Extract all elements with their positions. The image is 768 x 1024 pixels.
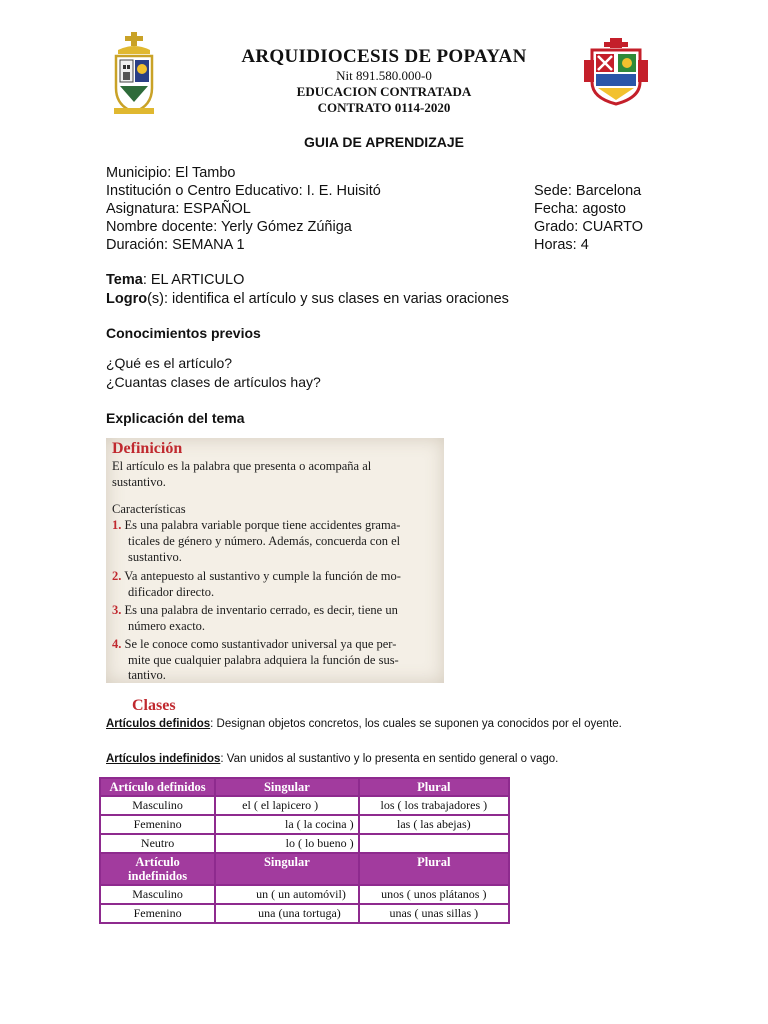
item-line: Se le conoce como sustantivador universal ya que per-: [124, 637, 397, 651]
caracteristicas-heading: Características: [112, 502, 186, 516]
table-cell: Femenino: [100, 815, 215, 834]
info-asignatura: Asignatura: ESPAÑOL: [106, 201, 251, 217]
table-header-row: [100, 853, 509, 885]
table-cell: Masculino: [100, 796, 215, 815]
table-cell: unos ( unos plátanos ): [359, 885, 509, 904]
question-1: ¿Qué es el artículo?: [106, 355, 233, 371]
item-2: [112, 568, 438, 584]
table-header-cell: Singular: [215, 853, 358, 885]
item-line: Va antepuesto al sustantivo y cumple la función de mo-: [124, 569, 401, 583]
item-1: [112, 517, 438, 533]
table-cell: lo ( lo bueno ): [215, 834, 358, 853]
info-docente: Nombre docente: Yerly Gómez Zúñiga: [106, 219, 352, 235]
info-institucion: Institución o Centro Educativo: I. E. Huisitó: [106, 183, 381, 199]
info-grado: Grado: CUARTO: [534, 219, 644, 235]
item-line: Es una palabra de inventario cerrado, es decir, tiene un: [124, 603, 398, 617]
info-duracion: Duración: SEMANA 1: [106, 237, 245, 253]
table-cell: [359, 834, 509, 853]
table-cell: un ( un automóvil): [215, 885, 358, 904]
table-cell: Femenino: [100, 904, 215, 923]
info-fecha: Fecha: agosto: [534, 201, 626, 217]
info-horas: Horas: 4: [534, 237, 589, 253]
table-row: [100, 815, 509, 834]
table-row: [100, 904, 509, 923]
info-sede: Sede: Barcelona: [534, 183, 642, 199]
info-municipio: Municipio: El Tambo: [106, 165, 236, 181]
table-header-cell: Singular: [215, 778, 358, 796]
indefinidos-text: : Van unidos al sustantivo y lo presenta en sentido general o vago.: [220, 753, 559, 765]
book-excerpt-image: [106, 438, 444, 683]
definicion-heading: Definición: [112, 440, 183, 457]
table-header-cell: Artículo indefinidos: [100, 853, 215, 885]
nit-number: Nit 891.580.000-0: [336, 68, 432, 83]
table-row: [100, 796, 509, 815]
education-label: EDUCACION CONTRATADA: [296, 84, 472, 99]
definidos-line: [106, 718, 622, 730]
table-row: [100, 885, 509, 904]
table-header-cell: Plural: [359, 778, 509, 796]
logro-label: Logro: [106, 291, 148, 307]
definidos-label: Artículos definidos: [106, 718, 211, 730]
item-line: dificador directo.: [128, 585, 215, 599]
clases-heading: Clases: [132, 697, 176, 714]
item-number: 2.: [112, 569, 122, 583]
table-cell: el ( el lapicero ): [215, 796, 358, 815]
articles-table: [99, 777, 510, 924]
definidos-text: : Designan objetos concretos, los cuales se suponen ya conocidos por el oyente.: [210, 718, 622, 730]
table-cell: Neutro: [100, 834, 215, 853]
table-header-cell: Plural: [359, 853, 509, 885]
table-cell: la ( la cocina ): [215, 815, 358, 834]
item-number: 4.: [112, 637, 122, 651]
table-row: [100, 834, 509, 853]
question-2: ¿Cuantas clases de artículos hay?: [106, 374, 321, 390]
explicacion-heading: Explicación del tema: [106, 410, 245, 426]
logro-line: [106, 290, 509, 308]
table-header-cell: Artículo definidos: [100, 778, 215, 796]
contract-label: CONTRATO 0114-2020: [317, 100, 451, 115]
item-3: [112, 602, 438, 618]
conocimientos-heading: Conocimientos previos: [106, 325, 261, 341]
table-cell: los ( los trabajadores ): [359, 796, 509, 815]
item-line: tantivo.: [128, 668, 166, 682]
document-title: ARQUIDIOCESIS DE POPAYAN: [241, 46, 527, 67]
item-line: mite que cualquier palabra adquiera la función de sus-: [128, 653, 399, 667]
table-header-row: [100, 778, 509, 796]
table-cell: las ( las abejas): [359, 815, 509, 834]
item-4: [112, 636, 438, 652]
tema-label: Tema: [106, 272, 143, 288]
logro-value: (s): identifica el artículo y sus clases en varias oraciones: [147, 291, 509, 307]
item-number: 1.: [112, 518, 122, 532]
item-number: 3.: [112, 603, 122, 617]
indefinidos-line: [106, 753, 558, 765]
table-cell: una (una tortuga): [215, 904, 358, 923]
definition-line-1: El artículo es la palabra que presenta o acompaña al: [112, 459, 372, 473]
indefinidos-label: Artículos indefinidos: [106, 753, 221, 765]
item-line: ticales de género y número. Además, concuerda con el: [128, 534, 401, 548]
item-line: número exacto.: [128, 619, 206, 633]
item-line: Es una palabra variable porque tiene accidentes grama-: [124, 518, 401, 532]
tema-line: [106, 271, 244, 289]
definition-line-2: sustantivo.: [112, 475, 166, 489]
guide-title: GUIA DE APRENDIZAJE: [304, 134, 464, 150]
tema-value: : EL ARTICULO: [142, 272, 245, 288]
item-line: sustantivo.: [128, 550, 182, 564]
table-cell: unas ( unas sillas ): [359, 904, 509, 923]
table-cell: Masculino: [100, 885, 215, 904]
